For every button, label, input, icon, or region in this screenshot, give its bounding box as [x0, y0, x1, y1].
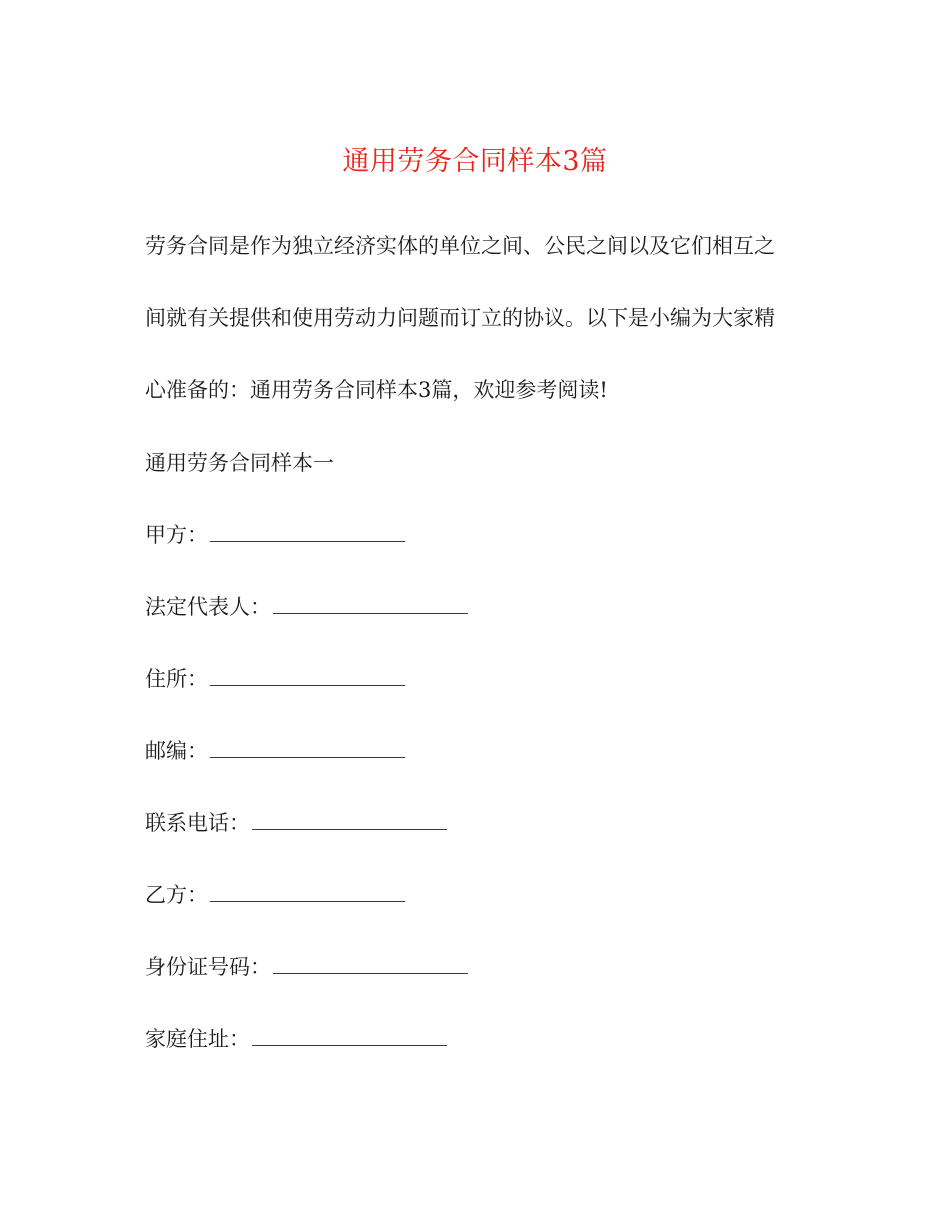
field-label: 联系电话： — [145, 811, 250, 835]
field-blank-line — [252, 828, 447, 830]
intro-line-3: 心准备的：通用劳务合同样本3篇，欢迎参考阅读! — [145, 378, 608, 402]
field-label: 邮编： — [145, 739, 208, 763]
field-blank-line — [210, 756, 405, 758]
field-residence — [145, 659, 805, 699]
field-label: 乙方： — [145, 883, 208, 907]
field-blank-line — [210, 540, 405, 542]
field-home-address — [145, 1019, 805, 1059]
field-legal-representative — [145, 587, 805, 627]
field-id-number — [145, 947, 805, 987]
intro-line-2: 间就有关提供和使用劳动力问题而订立的协议。以下是小编为大家精 — [145, 306, 775, 330]
section-heading: 通用劳务合同样本一 — [145, 451, 334, 475]
party-info-fields — [145, 515, 805, 1091]
document-title: 通用劳务合同样本3篇 — [342, 146, 608, 177]
field-postcode — [145, 731, 805, 771]
field-label: 家庭住址： — [145, 1027, 250, 1051]
field-blank-line — [273, 612, 468, 614]
field-party-b — [145, 875, 805, 915]
field-party-a — [145, 515, 805, 555]
field-blank-line — [210, 900, 405, 902]
field-label: 住所： — [145, 667, 208, 691]
intro-line-1: 劳务合同是作为独立经济实体的单位之间、公民之间以及它们相互之 — [145, 234, 775, 258]
field-label: 法定代表人： — [145, 595, 271, 619]
field-contact-phone — [145, 803, 805, 843]
field-label: 甲方： — [145, 523, 208, 547]
intro-paragraph — [145, 226, 805, 442]
field-blank-line — [252, 1044, 447, 1046]
field-label: 身份证号码： — [145, 955, 271, 979]
field-blank-line — [210, 684, 405, 686]
field-blank-line — [273, 972, 468, 974]
